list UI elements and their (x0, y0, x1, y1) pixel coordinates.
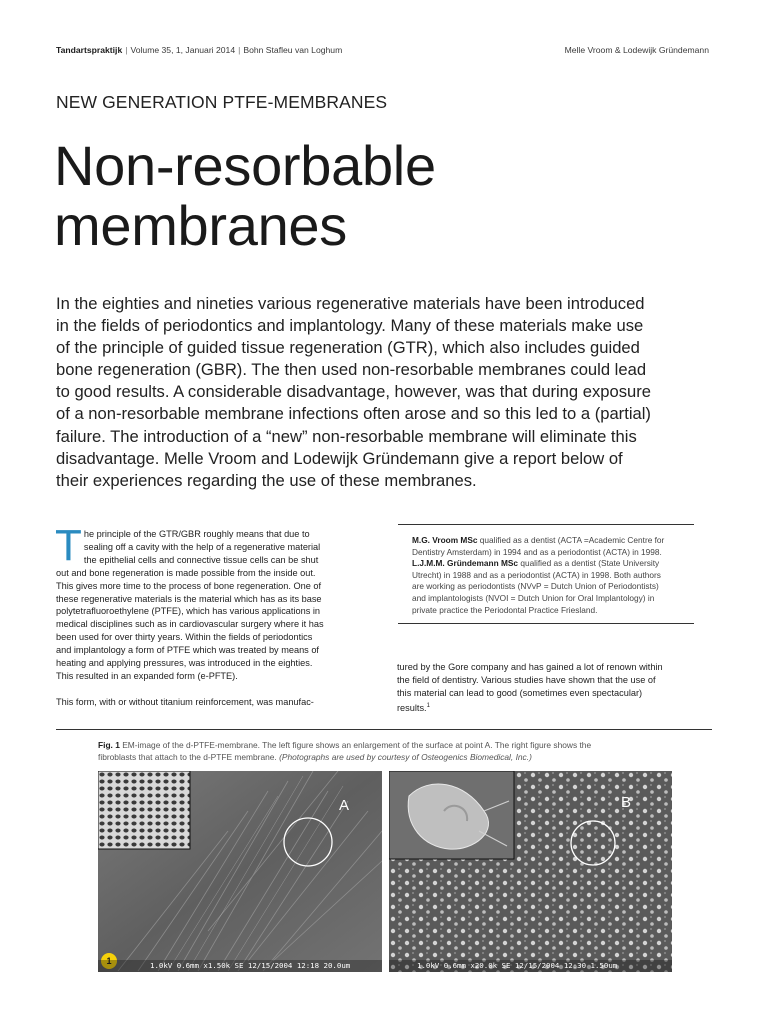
intro-line: bone regeneration (GBR). The then used non-resorbable membranes could lead (56, 360, 647, 380)
body-line: this material can lead to good (sometimes even spectacular) (397, 687, 643, 698)
intro-line: disadvantage. Melle Vroom and Lodewijk Gründemann give a report below of (56, 448, 623, 468)
point-b-marker: B (621, 794, 632, 811)
intro-line: their experiences regarding the use of these membranes. (56, 470, 477, 490)
publisher: Bohn Stafleu van Loghum (243, 45, 343, 55)
bio-line: and implantologists (NVOI = Dutch Union for Oral Implantology) in (412, 592, 655, 603)
intro-line: in the fields of periodontics and implantology. Many of these materials make use (56, 316, 644, 336)
body-line: he principle of the GTR/GBR roughly means that due to (83, 529, 310, 539)
intro-line: of a non-resorbable membrane infections often arose and so this led to a (partial) (56, 404, 651, 424)
journal-name: Tandartspraktijk (56, 45, 123, 55)
author-name: M.G. Vroom MSc (412, 535, 478, 545)
body-line: heating and applying pressures, was introduced in the eighties. (56, 658, 313, 669)
figure-number-badge: 1 (101, 953, 117, 969)
bio-line: Utrecht) in 1988 and as a periodontist (ACTA) in 1998. Both authors (412, 569, 661, 580)
body-line: and implantology a form of PTFE which was treated by means of (56, 645, 319, 656)
author-bio-box (398, 524, 694, 624)
scale-bar-a: 1.0kV 0.6mm x1.50k SE 12/15/2004 12:18 20.0um (98, 960, 382, 972)
body-line: the field of dentistry. Various studies have shown that the use of (397, 674, 656, 685)
title-line: membranes (54, 194, 347, 257)
author-name: L.J.M.M. Gründemann MSc (412, 558, 519, 569)
bio-line: M.G. Vroom MSc qualified as a dentist (ACTA =Academic Centre for (412, 535, 665, 545)
figure-rule (56, 729, 712, 730)
body-line: out and bone regeneration is made possible from the inside out. (56, 567, 316, 578)
body-line: the epithelial cells and connective tissue cells can be shut (83, 554, 319, 565)
body-line: sealing off a cavity with the help of a regenerative material (83, 541, 321, 552)
article-title (54, 136, 436, 256)
body-line: medical disciplines such as in cardiovascular surgery where it has (56, 619, 324, 630)
body-line: This form, with or without titanium reinforcement, was manufac- (56, 696, 314, 707)
issue-info: Volume 35, 1, Januari 2014 (130, 45, 236, 55)
intro-line: failure. The introduction of a “new” non-resorbable membrane will eliminate this (56, 426, 637, 446)
figure-caption: Fig. 1 EM-image of the d-PTFE-membrane. The left figure shows an enlargement of the surface at point A. The right figure shows the fibroblasts that attach to the d-PTFE membrane. (Photographs are used by courtesy of Osteogenics Biomedical, Inc.) (98, 740, 592, 762)
bio-line: Dentistry Amsterdam) in 1994 and as a periodontist (ACTA) in 1998. (412, 546, 662, 557)
intro-line: In the eighties and nineties various regenerative materials have been introduced (56, 294, 645, 313)
drop-cap: T (55, 521, 82, 570)
body-line: been used for over thirty years. Within the fields of periodontics (56, 632, 313, 643)
body-line: This gives more time to the process of bone regeneration. One of (56, 580, 322, 591)
bio-line: private practice the Periodontal Practice Friesland. (412, 604, 598, 615)
title-line: Non-resorbable (54, 134, 436, 197)
intro-paragraph (56, 293, 716, 492)
intro-line: of the principle of guided tissue regeneration (GTR), which also includes guided (56, 338, 640, 358)
micrograph-b (389, 771, 672, 972)
body-line: these regenerative materials is the material which has as its base (56, 593, 322, 604)
body-column-left (55, 521, 372, 709)
bio-line: are working as periodontists (NVvP = Dutch Union of Periodontists) (412, 581, 659, 592)
micrograph-a (98, 771, 382, 972)
body-line: results.$^1$ (397, 702, 430, 713)
body-column-right (397, 661, 717, 715)
running-head-authors: Melle Vroom & Lodewijk Gründemann (564, 45, 709, 55)
intro-line: to good results. A considerable disadvantage, however, was that during exposure (56, 382, 651, 402)
bio-line: L.J.M.M. Gründemann MSc qualified as a dentist (State University (412, 558, 660, 569)
figure-credit: (Photographs are used by courtesy of Osteogenics Biomedical, Inc.) (279, 751, 532, 762)
body-line: This resulted in an expanded form (e-PFTE). (56, 670, 238, 681)
running-head-left: Tandartspraktijk | Volume 35, 1, Januari 2014 | Bohn Stafleu van Loghum (56, 45, 343, 55)
body-line: tured by the Gore company and has gained a lot of renown within (397, 662, 663, 672)
reference-number: 1 (426, 702, 430, 709)
scale-bar-b: 1.0kV 0.6mm x20.0k SE 12/15/2004 12:30 1.50um (389, 960, 672, 972)
body-line: polytetrafluoroethylene (PTFE), which has various applications in (56, 606, 321, 617)
running-head (56, 45, 709, 59)
section-kicker: NEW GENERATION PTFE-MEMBRANES (56, 92, 388, 112)
point-a-marker: A (339, 797, 350, 814)
figure-label: Fig. 1 (98, 740, 120, 750)
